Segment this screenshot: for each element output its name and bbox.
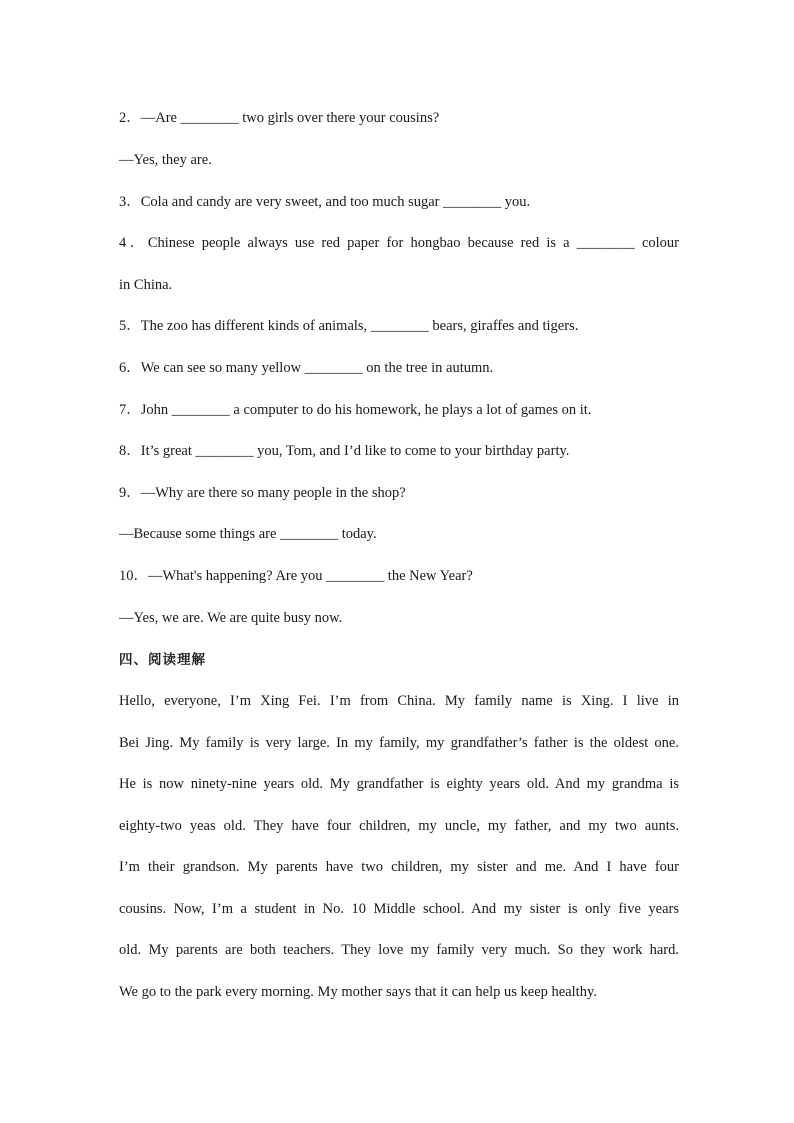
passage-line-4: eighty-two yeas old. They have four children, my uncle, my father, and my two aunts.	[119, 818, 679, 834]
passage-line-8: We go to the park every morning. My mother says that it can help us keep healthy.	[119, 984, 597, 1000]
passage-line-2: Bei Jing. My family is very large. In my family, my grandfather’s father is the oldest one.	[119, 735, 679, 751]
question-10: 10．—What's happening? Are you ________ the New Year?	[119, 568, 473, 584]
question-2: 2．—Are ________ two girls over there your cousins?	[119, 110, 440, 126]
question-4-continued: in China.	[119, 277, 173, 293]
question-9: 9．—Why are there so many people in the shop?	[119, 485, 406, 501]
question-5: 5．The zoo has different kinds of animals, ________ bears, giraffes and tigers.	[119, 318, 579, 334]
question-7: 7．John ________ a computer to do his homework, he plays a lot of games on it.	[119, 402, 592, 418]
question-4: 4．Chinese people always use red paper for hongbao because red is a ________ colour	[119, 235, 679, 251]
question-2-answer: —Yes, they are.	[119, 152, 212, 168]
question-3: 3．Cola and candy are very sweet, and too much sugar ________ you.	[119, 194, 531, 210]
question-8: 8．It’s great ________ you, Tom, and I’d like to come to your birthday party.	[119, 443, 570, 459]
question-10-answer: —Yes, we are. We are quite busy now.	[119, 610, 343, 626]
question-6: 6．We can see so many yellow ________ on the tree in autumn.	[119, 360, 494, 376]
passage-line-3: He is now ninety-nine years old. My grandfather is eighty years old. And my grandma is	[119, 776, 679, 792]
question-9-answer: —Because some things are ________ today.	[119, 526, 377, 542]
passage-line-1: Hello, everyone, I’m Xing Fei. I’m from China. My family name is Xing. I live in	[119, 693, 679, 709]
passage-line-5: I’m their grandson. My parents have two children, my sister and me. And I have four	[119, 859, 679, 875]
passage-line-7: old. My parents are both teachers. They love my family very much. So they work hard.	[119, 942, 679, 958]
section-heading: 四、阅读理解	[119, 652, 206, 668]
passage-line-6: cousins. Now, I’m a student in No. 10 Middle school. And my sister is only five years	[119, 901, 679, 917]
